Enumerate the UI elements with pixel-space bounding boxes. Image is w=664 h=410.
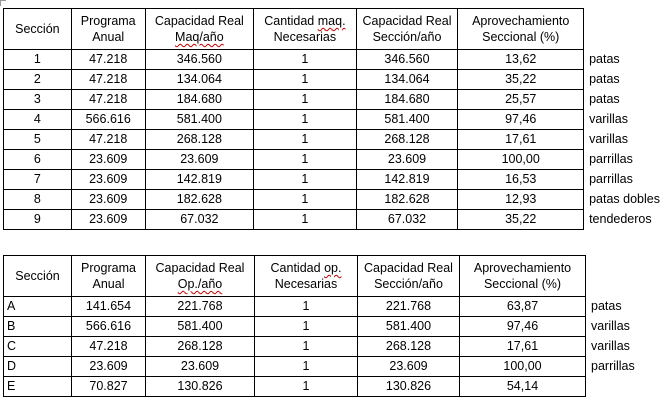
table-row — [4, 50, 664, 70]
table-row — [4, 210, 664, 230]
cell-programa: 47.218 — [72, 337, 146, 357]
table-body — [4, 50, 664, 230]
sections-operators-table — [3, 255, 664, 397]
cell-producto: varillas — [591, 319, 630, 333]
cell-producto: patas — [589, 92, 620, 106]
cell-seccion: C — [4, 337, 72, 357]
cell-capacidad-seccion: 23.609 — [358, 357, 460, 377]
cell-programa: 566.616 — [71, 110, 145, 130]
header-aprovechamiento: Aprovechamiento Seccional (%) — [460, 256, 586, 297]
page-corner-mark — [0, 0, 6, 6]
cell-capacidad-seccion: 67.032 — [356, 210, 458, 230]
cell-programa: 566.616 — [72, 317, 146, 337]
cell-programa: 23.609 — [71, 190, 145, 210]
cell-capacidad-seccion: 130.826 — [358, 377, 460, 397]
cell-cantidad: 1 — [255, 377, 358, 397]
cell-producto: tendederos — [589, 212, 652, 226]
table-row — [4, 297, 664, 317]
cell-seccion: 9 — [4, 210, 72, 230]
cell-cantidad: 1 — [255, 317, 358, 337]
cell-aprovechamiento: 97,46 — [460, 317, 586, 337]
cell-producto: parrillas — [589, 152, 633, 166]
cell-programa: 47.218 — [71, 70, 145, 90]
cell-seccion: B — [4, 317, 72, 337]
sections-machines-table — [3, 8, 664, 230]
table-row — [4, 377, 664, 397]
cell-capacidad-seccion: 23.609 — [356, 150, 458, 170]
cell-cantidad: 1 — [254, 90, 357, 110]
cell-aprovechamiento: 97,46 — [458, 110, 584, 130]
cell-aprovechamiento: 16,53 — [458, 170, 584, 190]
cell-capacidad-seccion: 221.768 — [358, 297, 460, 317]
cell-capacidad-seccion: 346.560 — [356, 50, 458, 70]
cell-programa: 141.654 — [72, 297, 146, 317]
cell-producto: patas — [589, 72, 620, 86]
header-cantidad: Cantidad maq. Necesarias — [254, 9, 357, 50]
cell-seccion: 1 — [4, 50, 72, 70]
header-producto-blank — [584, 9, 664, 50]
cell-seccion: 2 — [4, 70, 72, 90]
cell-cantidad: 1 — [254, 110, 357, 130]
cell-capacidad: 346.560 — [145, 50, 253, 70]
cell-seccion: 7 — [4, 170, 72, 190]
cell-aprovechamiento: 100,00 — [458, 150, 584, 170]
header-capacidad-seccion: Capacidad Real Sección/año — [356, 9, 458, 50]
cell-cantidad: 1 — [254, 150, 357, 170]
cell-producto: varillas — [589, 112, 628, 126]
cell-programa: 23.609 — [71, 210, 145, 230]
cell-aprovechamiento: 13,62 — [458, 50, 584, 70]
header-programa: Programa Anual — [72, 256, 146, 297]
table-row — [4, 357, 664, 377]
cell-capacidad: 134.064 — [145, 70, 253, 90]
header-seccion: Sección — [4, 9, 72, 50]
header-capacidad: Capacidad Real Op./año — [146, 256, 255, 297]
cell-aprovechamiento: 17,61 — [460, 337, 586, 357]
header-seccion: Sección — [4, 256, 72, 297]
cell-cantidad: 1 — [254, 70, 357, 90]
header-programa: Programa Anual — [71, 9, 145, 50]
table-row — [4, 170, 664, 190]
cell-aprovechamiento: 35,22 — [458, 210, 584, 230]
cell-producto: patas dobles — [589, 192, 660, 206]
cell-capacidad: 268.128 — [146, 337, 255, 357]
cell-aprovechamiento: 25,57 — [458, 90, 584, 110]
cell-programa: 23.609 — [72, 357, 146, 377]
cell-capacidad: 23.609 — [145, 150, 253, 170]
table-header-row — [4, 256, 664, 297]
cell-aprovechamiento: 12,93 — [458, 190, 584, 210]
cell-cantidad: 1 — [254, 130, 357, 150]
header-cantidad: Cantidad op. Necesarias — [255, 256, 358, 297]
table-row — [4, 190, 664, 210]
cell-cantidad: 1 — [255, 337, 358, 357]
cell-programa: 47.218 — [71, 50, 145, 70]
cell-aprovechamiento: 35,22 — [458, 70, 584, 90]
cell-cantidad: 1 — [255, 357, 358, 377]
header-aprovechamiento: Aprovechamiento Seccional (%) — [458, 9, 584, 50]
cell-producto: parrillas — [589, 172, 633, 186]
cell-seccion: 5 — [4, 130, 72, 150]
cell-capacidad-seccion: 581.400 — [356, 110, 458, 130]
cell-producto: patas — [591, 299, 622, 313]
cell-seccion: 6 — [4, 150, 72, 170]
cell-capacidad: 130.826 — [146, 377, 255, 397]
cell-capacidad: 67.032 — [145, 210, 253, 230]
table-row — [4, 130, 664, 150]
cell-capacidad: 221.768 — [146, 297, 255, 317]
cell-producto: parrillas — [591, 359, 635, 373]
cell-programa: 47.218 — [71, 130, 145, 150]
cell-aprovechamiento: 100,00 — [460, 357, 586, 377]
cell-capacidad-seccion: 268.128 — [358, 337, 460, 357]
table-row — [4, 70, 664, 90]
cell-programa: 47.218 — [71, 90, 145, 110]
cell-capacidad-seccion: 142.819 — [356, 170, 458, 190]
cell-capacidad: 23.609 — [146, 357, 255, 377]
cell-capacidad: 581.400 — [145, 110, 253, 130]
cell-seccion: A — [4, 297, 72, 317]
cell-cantidad: 1 — [254, 210, 357, 230]
cell-programa: 70.827 — [72, 377, 146, 397]
cell-aprovechamiento: 54,14 — [460, 377, 586, 397]
cell-capacidad: 182.628 — [145, 190, 253, 210]
cell-seccion: D — [4, 357, 72, 377]
cell-cantidad: 1 — [255, 297, 358, 317]
cell-programa: 23.609 — [71, 150, 145, 170]
cell-cantidad: 1 — [254, 190, 357, 210]
cell-aprovechamiento: 63,87 — [460, 297, 586, 317]
table-row — [4, 337, 664, 357]
cell-seccion: 3 — [4, 90, 72, 110]
header-capacidad-seccion: Capacidad Real Sección/año — [358, 256, 460, 297]
cell-capacidad-seccion: 581.400 — [358, 317, 460, 337]
cell-capacidad: 268.128 — [145, 130, 253, 150]
table-row — [4, 150, 664, 170]
cell-capacidad: 581.400 — [146, 317, 255, 337]
cell-capacidad-seccion: 268.128 — [356, 130, 458, 150]
table-header-row — [4, 9, 664, 50]
cell-cantidad: 1 — [254, 50, 357, 70]
header-capacidad: Capacidad Real Maq/año — [145, 9, 253, 50]
header-producto-blank — [586, 256, 664, 297]
cell-producto: patas — [589, 52, 620, 66]
cell-programa: 23.609 — [71, 170, 145, 190]
cell-capacidad-seccion: 182.628 — [356, 190, 458, 210]
cell-producto: varillas — [591, 339, 630, 353]
cell-capacidad-seccion: 184.680 — [356, 90, 458, 110]
table-body — [4, 297, 664, 397]
table-row — [4, 317, 664, 337]
table-row — [4, 110, 664, 130]
cell-aprovechamiento: 17,61 — [458, 130, 584, 150]
cell-capacidad-seccion: 134.064 — [356, 70, 458, 90]
cell-producto — [586, 377, 664, 397]
table-row — [4, 90, 664, 110]
cell-cantidad: 1 — [254, 170, 357, 190]
cell-seccion: 8 — [4, 190, 72, 210]
cell-capacidad: 142.819 — [145, 170, 253, 190]
cell-seccion: 4 — [4, 110, 72, 130]
cell-producto: varillas — [589, 132, 628, 146]
cell-capacidad: 184.680 — [145, 90, 253, 110]
cell-seccion: E — [4, 377, 72, 397]
